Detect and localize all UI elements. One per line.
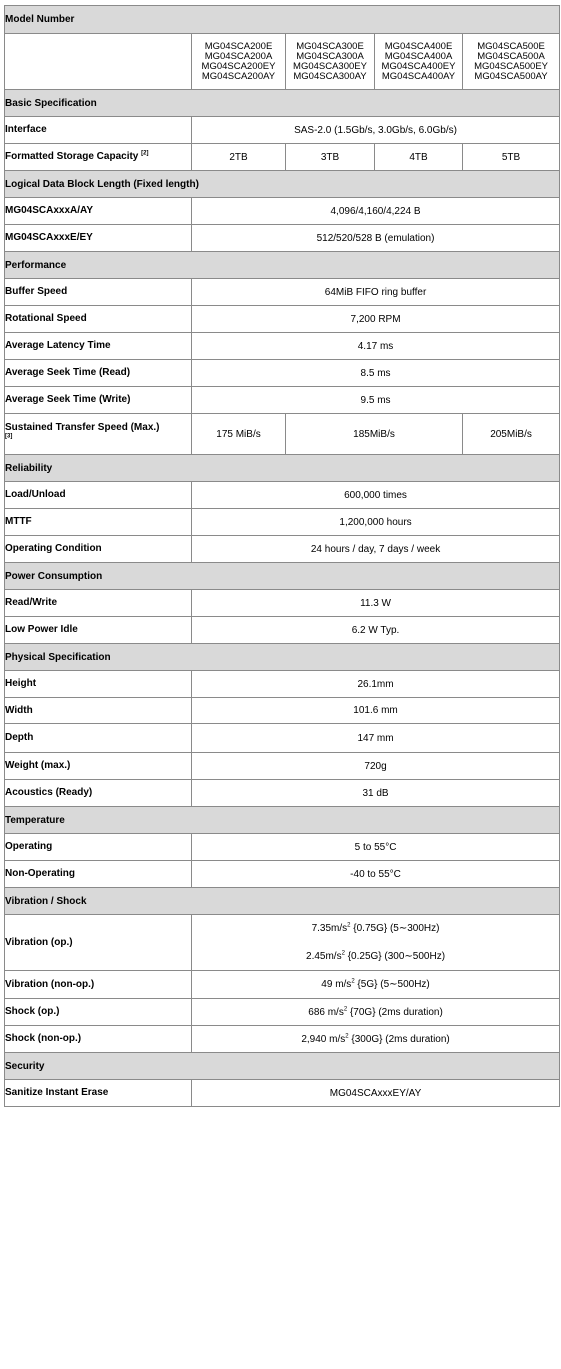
row-value: 49 $m/s^2$ {5G} (5∼500Hz) [192,971,560,999]
row-label: Average Seek Time (Read) [5,360,192,387]
row-read-write [5,590,560,617]
row-width [5,698,560,724]
model-cell-4tb: MG04SCA400E MG04SCA400A MG04SCA400EY MG04SCA400AY [375,34,463,90]
model-cell-5tb: MG04SCA500E MG04SCA500A MG04SCA500EY MG04SCA500AY [463,34,560,90]
row-value: 600,000 times [192,482,560,509]
row-interface [5,117,560,144]
section-performance [5,252,560,279]
row-label: Vibration (op.) [5,915,192,971]
section-physical [5,644,560,671]
vibration-op-line-1: $7.35m/s^2$ {0.75G} (5∼300Hz) [311,922,440,934]
row-sanitize [5,1080,560,1107]
row-label: Shock (op.) [5,999,192,1026]
row-label: Vibration (non-op.) [5,971,192,999]
row-label: Width [5,698,192,724]
section-basic-spec [5,90,560,117]
vibration-op-line-2: $2.45m/s^2$ {0.25G} (300∼500Hz) [306,950,446,962]
row-capacity [5,144,560,171]
model-cell-2tb: MG04SCA200E MG04SCA200A MG04SCA200EY MG04SCA200AY [192,34,286,90]
row-label: Non-Operating [5,861,192,888]
row-value: 4.17 ms [192,333,560,360]
row-label: Formatted Storage Capacity [2] [5,144,192,171]
row-value: 1,200,000 hours [192,509,560,536]
row-label: Rotational Speed [5,306,192,333]
section-title: Basic Specification [5,90,560,117]
transfer-5tb: 205MiB/s [463,414,560,455]
section-title: Logical Data Block Length (Fixed length) [5,171,560,198]
row-label: Sustained Transfer Speed (Max.) [3] [5,414,192,455]
row-label: Sanitize Instant Erase [5,1080,192,1107]
row-shock-op [5,999,560,1026]
row-value: 31 dB [192,780,560,807]
capacity-3tb: 3TB [286,144,375,171]
row-value: 6.2 W Typ. [192,617,560,644]
row-load-unload [5,482,560,509]
row-label: Low Power Idle [5,617,192,644]
row-value: 4,096/4,160/4,224 B [192,198,560,225]
row-value: 24 hours / day, 7 days / week [192,536,560,563]
row-value: 26.1mm [192,671,560,698]
row-latency [5,333,560,360]
row-label: MG04SCAxxxA/AY [5,198,192,225]
row-label: Depth [5,724,192,753]
row-value: 8.5 ms [192,360,560,387]
row-label: Acoustics (Ready) [5,780,192,807]
capacity-2tb: 2TB [192,144,286,171]
section-temperature [5,807,560,834]
row-rotational [5,306,560,333]
row-temp-non-operating [5,861,560,888]
row-mttf [5,509,560,536]
row-seek-write [5,387,560,414]
row-depth [5,724,560,753]
row-value: 686 $m/s^2$ {70G} (2ms duration) [192,999,560,1026]
row-operating-condition [5,536,560,563]
row-value: 720g [192,753,560,780]
footnote-ref: [3] [5,433,13,440]
section-security [5,1053,560,1080]
section-title: Temperature [5,807,560,834]
section-title: Reliability [5,455,560,482]
row-shock-nonop [5,1026,560,1053]
section-logical-block [5,171,560,198]
row-value: 147 mm [192,724,560,753]
section-title: Physical Specification [5,644,560,671]
section-title: Power Consumption [5,563,560,590]
row-label: MG04SCAxxxE/EY [5,225,192,252]
row-value: 2,940 $m/s^2$ {300G} (2ms duration) [192,1026,560,1053]
row-label: Operating [5,834,192,861]
section-vibration-shock [5,888,560,915]
row-block-a [5,198,560,225]
row-label: Operating Condition [5,536,192,563]
row-seek-read [5,360,560,387]
row-label: Average Latency Time [5,333,192,360]
row-height [5,671,560,698]
row-acoustics [5,780,560,807]
row-low-power [5,617,560,644]
row-vibration-nonop [5,971,560,999]
row-temp-operating [5,834,560,861]
row-value: 101.6 mm [192,698,560,724]
transfer-3-4tb: 185MiB/s [286,414,463,455]
row-value: -40 to 55°C [192,861,560,888]
section-power [5,563,560,590]
row-label: Weight (max.) [5,753,192,780]
capacity-5tb: 5TB [463,144,560,171]
row-value: 64MiB FIFO ring buffer [192,279,560,306]
row-value: 5 to 55°C [192,834,560,861]
row-label: Buffer Speed [5,279,192,306]
row-value: 7,200 RPM [192,306,560,333]
section-reliability [5,455,560,482]
transfer-2tb: 175 MiB/s [192,414,286,455]
row-buffer [5,279,560,306]
row-label: Height [5,671,192,698]
row-value: 9.5 ms [192,387,560,414]
row-label: Shock (non-op.) [5,1026,192,1053]
section-title: Security [5,1053,560,1080]
row-value: MG04SCAxxxEY/AY [192,1080,560,1107]
row-vibration-op [5,915,560,971]
section-model-number [5,6,560,34]
row-label: MTTF [5,509,192,536]
row-weight [5,753,560,780]
spec-table [4,5,560,1107]
row-value: SAS-2.0 (1.5Gb/s, 3.0Gb/s, 6.0Gb/s) [192,117,560,144]
section-title: Vibration / Shock [5,888,560,915]
capacity-4tb: 4TB [375,144,463,171]
row-label: Average Seek Time (Write) [5,387,192,414]
model-cell-3tb: MG04SCA300E MG04SCA300A MG04SCA300EY MG04SCA300AY [286,34,375,90]
model-label-cell [5,34,192,90]
section-title: Model Number [5,6,560,34]
row-transfer [5,414,560,455]
row-value: 512/520/528 B (emulation) [192,225,560,252]
row-value: 11.3 W [192,590,560,617]
model-row [5,34,560,90]
row-label: Read/Write [5,590,192,617]
row-block-e [5,225,560,252]
row-value [192,915,560,971]
section-title: Performance [5,252,560,279]
footnote-ref: [2] [141,150,149,157]
row-label: Interface [5,117,192,144]
row-label: Load/Unload [5,482,192,509]
